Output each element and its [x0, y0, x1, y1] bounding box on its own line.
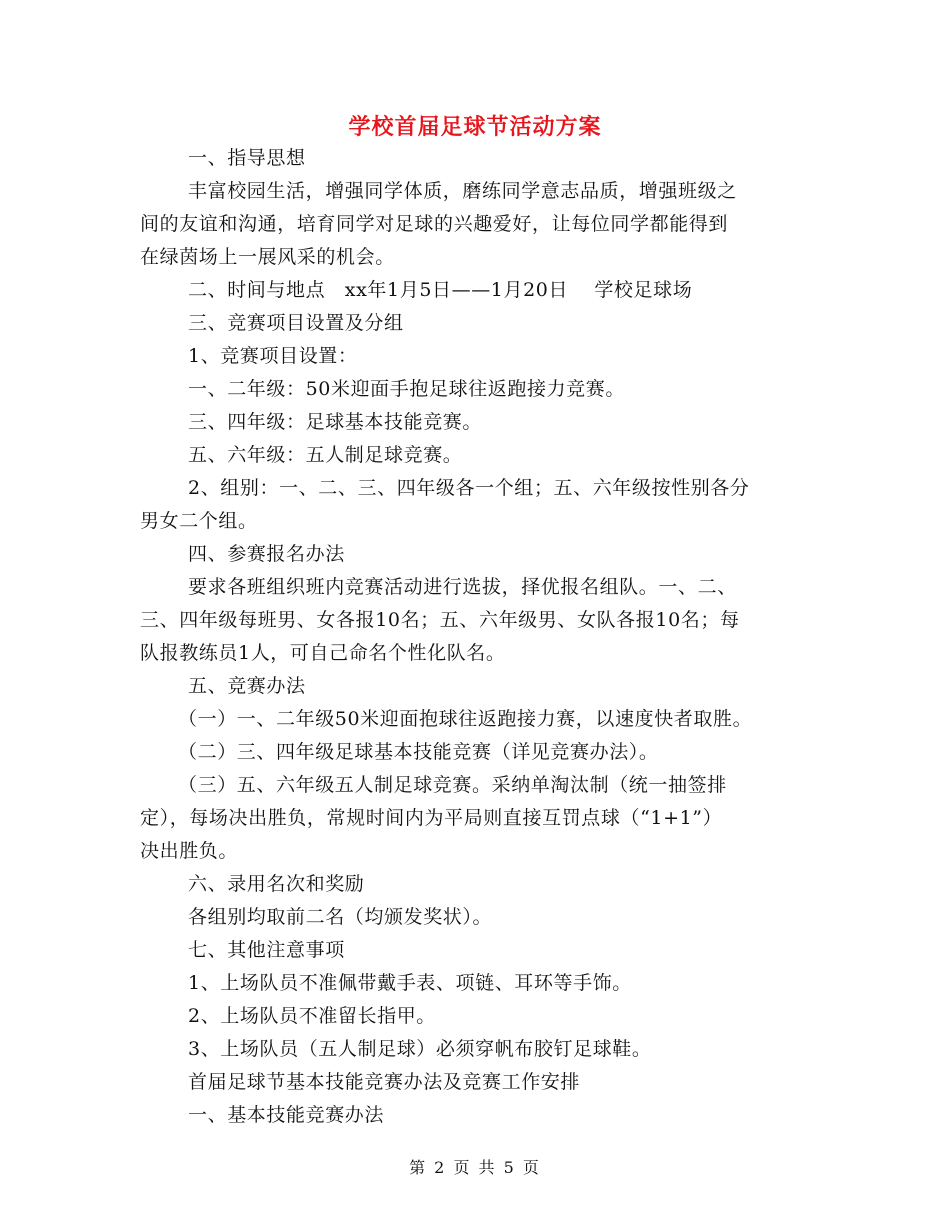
paragraph-line: 要求各班组织班内竞赛活动进行选拔，择优报名组队。一、二、	[188, 576, 737, 598]
list-item: （三）五、六年级五人制足球竞赛。采纳单淘汰制（统一抽签排	[178, 774, 727, 796]
paragraph-line: 决出胜负。	[140, 840, 239, 862]
paragraph-line: 男女二个组。	[140, 510, 258, 532]
list-item: （二）三、四年级足球基本技能竞赛（详见竞赛办法）。	[178, 741, 659, 763]
list-item: 五、六年级：五人制足球竞赛。	[188, 444, 463, 466]
list-item: （一）一、二年级50米迎面抱球往返跑接力赛，以速度快者取胜。	[178, 708, 753, 730]
section-heading-guiding-idea: 一、指导思想	[188, 147, 306, 169]
page-number-footer: 第 2 页 共 5 页	[409, 1158, 541, 1177]
paragraph-line: 队报教练员1人，可自己命名个性化队名。	[140, 642, 506, 664]
paragraph-line: 三、四年级每班男、女各报10名；五、六年级男、女队各报10名；每	[140, 609, 740, 631]
list-item: 一、二年级：50米迎面手抱足球往返跑接力竞赛。	[188, 378, 625, 400]
section-heading-events: 三、竞赛项目设置及分组	[188, 312, 404, 334]
document-title: 学校首届足球节活动方案	[348, 114, 602, 140]
subtitle-skills-competition: 首届足球节基本技能竞赛办法及竞赛工作安排	[188, 1071, 581, 1093]
section-heading-awards: 六、录用名次和奖励	[188, 873, 365, 895]
document-body	[140, 142, 820, 1132]
subheading-event-setup: 1、竞赛项目设置：	[188, 345, 358, 367]
paragraph-line: 各组别均取前二名（均颁发奖状）。	[188, 906, 493, 928]
list-item: 1、上场队员不准佩带戴手表、项链、耳环等手饰。	[188, 972, 632, 994]
paragraph-line: 在绿茵场上一展风采的机会。	[140, 246, 395, 268]
list-item: 三、四年级：足球基本技能竞赛。	[188, 411, 483, 433]
list-item: 2、上场队员不准留长指甲。	[188, 1005, 436, 1027]
paragraph-line: 定），每场决出胜负，常规时间内为平局则直接互罚点球（“1+1”）	[140, 807, 723, 829]
paragraph-line: 间的友谊和沟通，培育同学对足球的兴趣爱好，让每位同学都能得到	[140, 213, 729, 235]
section-heading-registration: 四、参赛报名办法	[188, 543, 345, 565]
section-heading-time-place: 二、时间与地点 xx年1月5日——1月20日 学校足球场	[188, 279, 693, 301]
paragraph-line: 丰富校园生活，增强同学体质，磨练同学意志品质，增强班级之	[188, 180, 737, 202]
section-heading-rules: 五、竞赛办法	[188, 675, 306, 697]
list-item: 3、上场队员（五人制足球）必须穿帆布胶钉足球鞋。	[188, 1038, 652, 1060]
section-heading-notes: 七、其他注意事项	[188, 939, 345, 961]
paragraph-line: 2、组别：一、二、三、四年级各一个组；五、六年级按性别各分	[188, 477, 750, 499]
section-heading-skills-rules: 一、基本技能竞赛办法	[188, 1104, 385, 1126]
